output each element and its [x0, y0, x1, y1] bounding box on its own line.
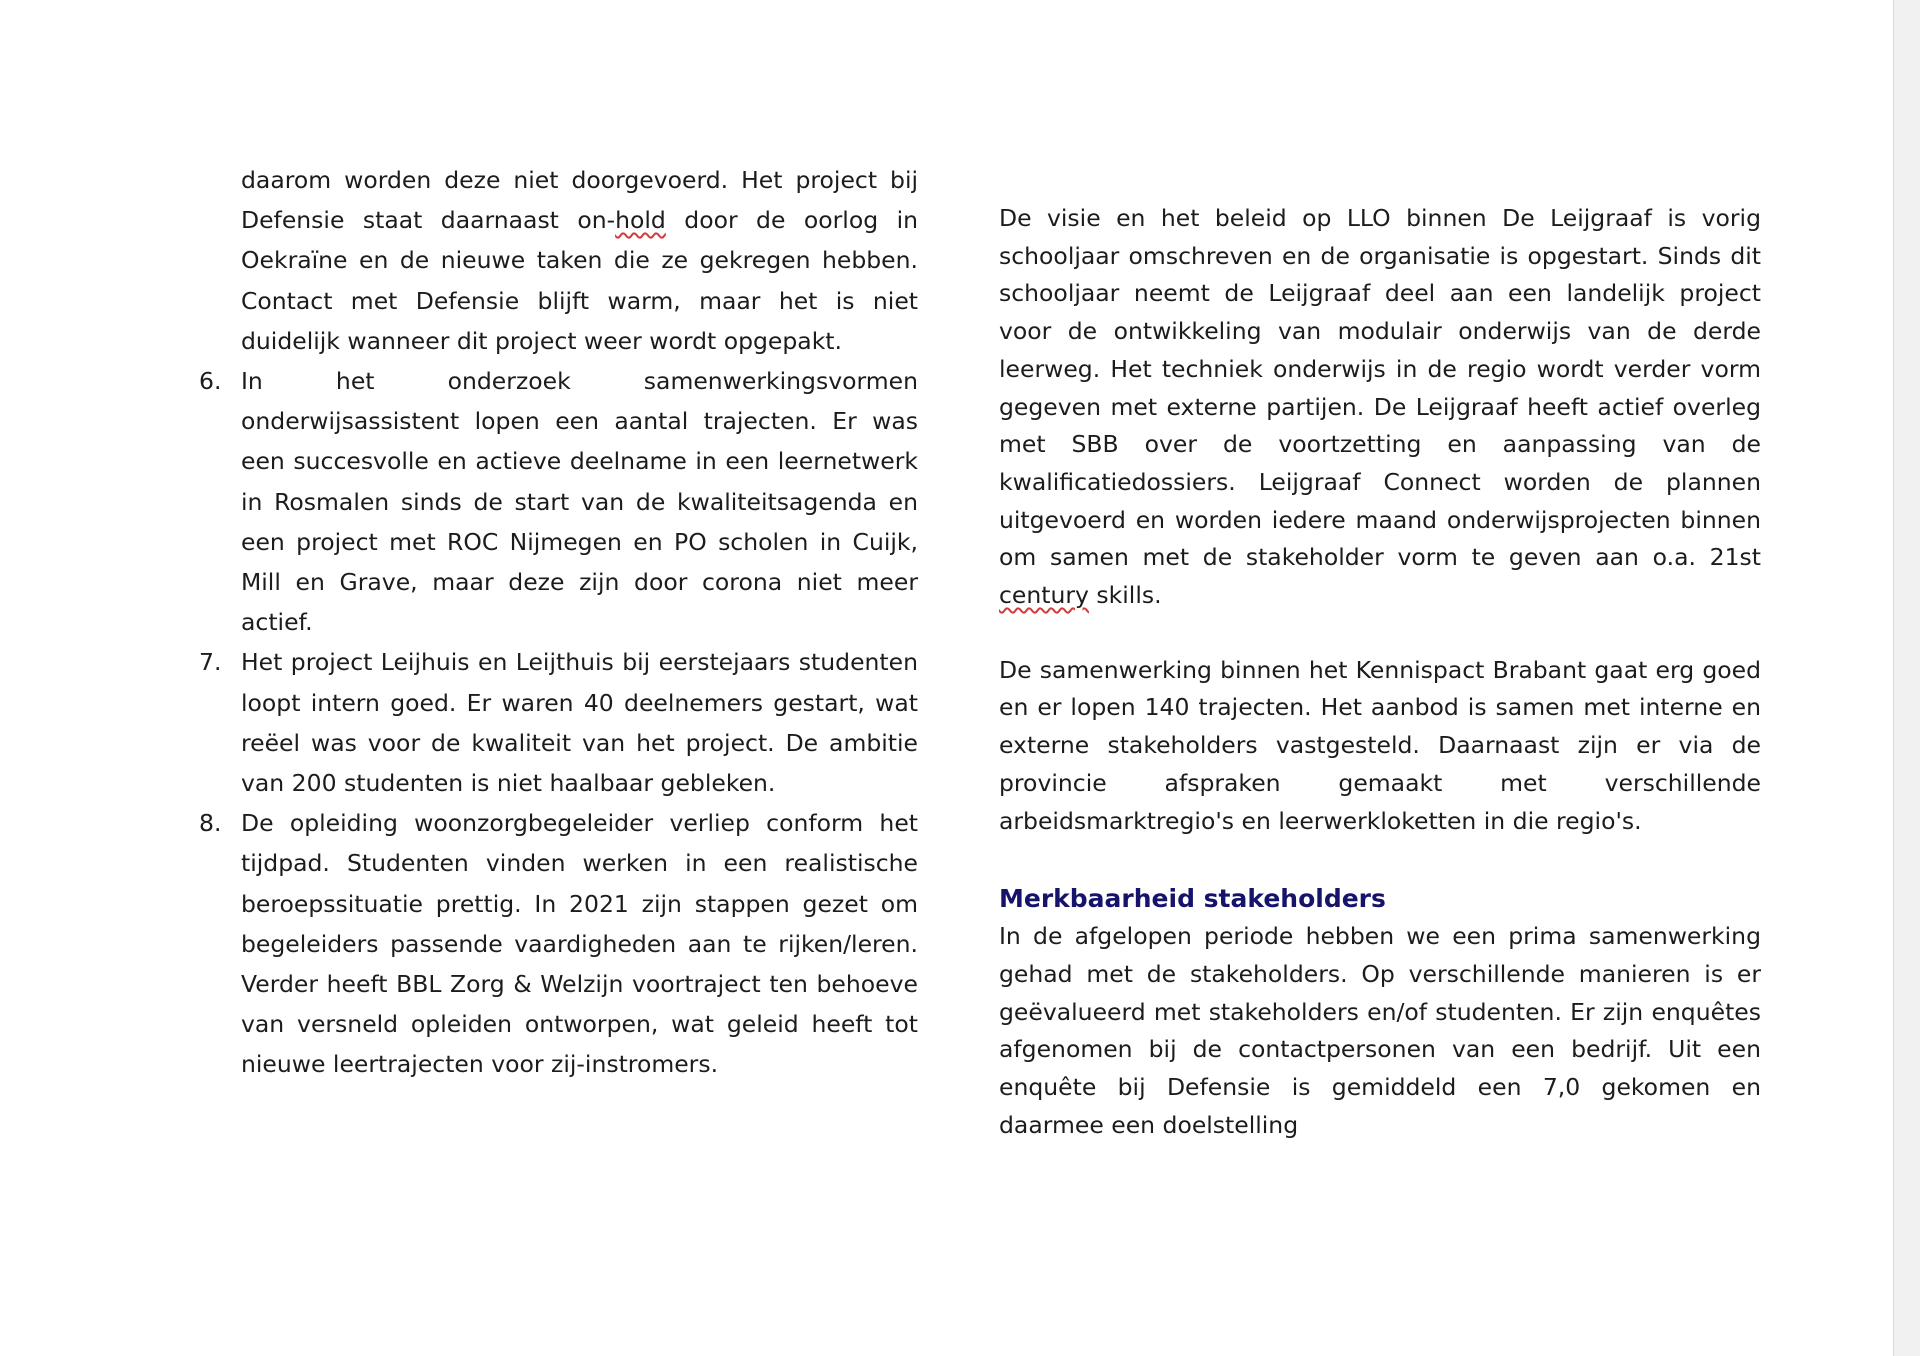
- list-item-text: De opleiding woonzorgbegeleider verliep conform het tijdpad. Studenten vinden werken in een realistische beroepssituatie prettig. In 2021 zijn stappen gezet om begeleiders passende vaardigheden aan te rijken/leren. Verder heeft BBL Zorg & Welzijn voortraject ten behoeve van versneld opleiden ontworpen, wat geleid heeft tot nieuwe leertrajecten voor zij-instromers.: [241, 809, 918, 1079]
- continued-text-end: door de oorlog in Oekraïne en de nieuwe taken die ze gekregen hebben. Contact met Defensie blijft warm, maar het is niet duidelijk wanneer dit project weer wordt opgepakt.: [241, 206, 918, 355]
- numbered-list: [195, 361, 918, 1085]
- continued-text-start: daarom worden deze niet doorgevoerd. Het project bij Defensie staat daarnaast on-: [241, 166, 918, 235]
- paragraph-spacer: [999, 615, 1761, 652]
- list-item-number: 7.: [199, 648, 222, 677]
- paragraph-text-start: De visie en het beleid op LLO binnen De Leijgraaf is vorig schooljaar omschreven en de organisatie is opgestart. Sinds dit schooljaar neemt de Leijgraaf deel aan een landelijk project voor de ontwikkeling van modulair onderwijs van de derde leerweg. Het techniek onderwijs in de regio wordt verder vorm gegeven met externe partijen. De Leijgraaf heeft actief overleg met SBB over de voortzetting en aanpassing van de kwalificatiedossiers. Leijgraaf Connect worden de plannen uitgevoerd en worden iedere maand onderwijsprojecten binnen om samen met de stakeholder vorm te geven aan o.a. 21st: [999, 204, 1761, 572]
- continued-list-text: [195, 160, 918, 361]
- paragraph-kennispact: De samenwerking binnen het Kennispact Brabant gaat erg goed en er lopen 140 trajecten. Het aanbod is samen met interne en externe stakeholders vastgesteld. Daarnaast zijn er via de provincie afspraken gemaakt met verschillende arbeidsmarktregio's en leerwerkloketten in die regio's.: [999, 655, 1761, 835]
- list-item-number: 6.: [199, 367, 222, 396]
- paragraph-stakeholders: In de afgelopen periode hebben we een prima samenwerking gehad met de stakeholders. Op verschillende manieren is er geëvalueerd met stakeholders en/of studenten. Er zijn enquêtes afgenomen bij de contactpersonen van een bedrijf. Uit een enquête bij Defensie is gemiddeld een 7,0 gekomen en daarmee een doelstelling: [999, 922, 1761, 1139]
- left-column: [195, 160, 918, 1085]
- list-item: [195, 642, 918, 803]
- list-item: [195, 803, 918, 1084]
- vertical-scrollbar[interactable]: [1893, 0, 1920, 1356]
- right-column: [999, 200, 1761, 1144]
- paragraph-llo-vision: [999, 200, 1761, 615]
- paragraph-text-end: skills.: [1088, 581, 1162, 610]
- spellcheck-flagged-word[interactable]: century: [999, 581, 1089, 610]
- list-item-number: 8.: [199, 809, 222, 838]
- list-item-text: Het project Leijhuis en Leijthuis bij eerstejaars studenten loopt intern goed. Er waren 40 deelnemers gestart, wat reëel was voor de kwaliteit van het project. De ambitie van 200 studenten is niet haalbaar gebleken.: [241, 648, 918, 798]
- list-item-text: In het onderzoek samenwerkingsvormen onderwijsassistent lopen een aantal trajecten. Er was een succesvolle en actieve deelname in een leernetwerk in Rosmalen sinds de start van de kwaliteitsagenda en een project met ROC Nijmegen en PO scholen in Cuijk, Mill en Grave, maar deze zijn door corona niet meer actief.: [241, 367, 918, 637]
- paragraph-spacer: [999, 840, 1761, 880]
- section-heading: Merkbaarheid stakeholders: [999, 884, 1386, 914]
- spellcheck-flagged-word[interactable]: hold: [615, 206, 666, 235]
- list-item: [195, 361, 918, 642]
